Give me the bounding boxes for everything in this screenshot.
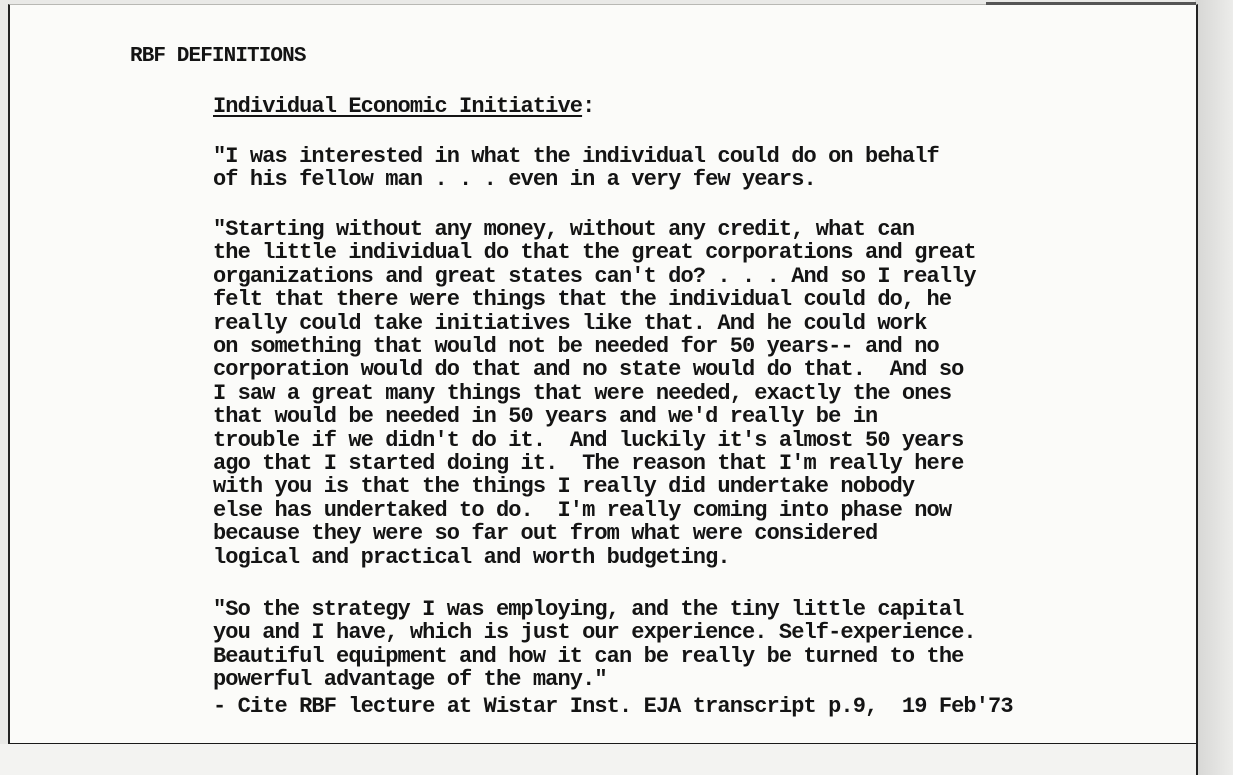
index-card [8, 4, 1198, 746]
subheading-colon: : [582, 94, 595, 119]
subheading [213, 95, 594, 118]
next-card-edge [0, 744, 1198, 775]
quote-paragraph-1: "I was interested in what the individual could do on behalf of his fellow man . . . even in a very few years. [213, 144, 939, 193]
card-top-edge [986, 2, 1196, 5]
subheading-title: Individual Economic Initiative [213, 94, 583, 119]
quote-paragraph-2: "Starting without any money, without any credit, what can the little individual do that the great corporations and great organizations and great states can't do? . . . And so I really felt that there were things that the individual could do, he really could take initiatives like that. And he could work on something that would not be needed for 50 years-- and no corporation would do that and no state would do that. And so I saw a great many things that were needed, exactly the ones that would be needed in 50 years and we'd really be in trouble if we didn't do it. And luckily it's almost 50 years ago that I started doing it. The reason that I'm really here with you is that the things I really did undertake nobody else has undertaked to do. I'm really coming into phase now because they were so far out from what were considered logical and practical and worth budgeting. [213, 217, 976, 570]
quote-paragraph-3: "So the strategy I was employing, and the tiny little capital you and I have, which is just our experience. Self-experience. Beautiful equipment and how it can be really be turned to the powerful advantage of the many." [213, 597, 976, 693]
card-heading: RBF DEFINITIONS [130, 45, 306, 68]
scan-edge [1195, 0, 1233, 775]
citation: - Cite RBF lecture at Wistar Inst. EJA transcript p.9, 19 Feb'73 [213, 694, 1013, 719]
